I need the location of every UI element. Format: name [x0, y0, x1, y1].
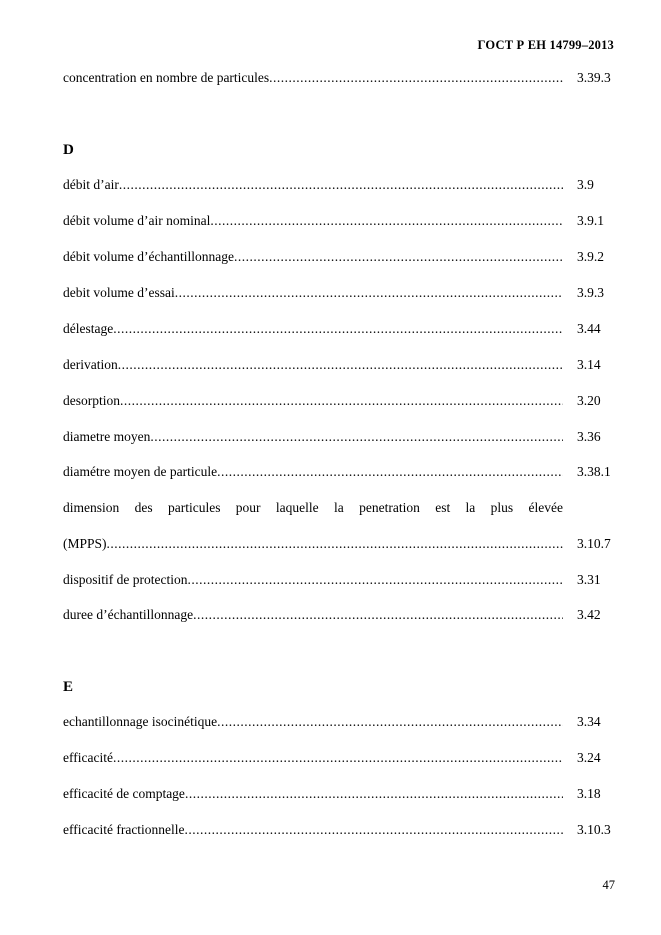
index-entry	[63, 70, 615, 90]
entry-ref: 3.34	[577, 714, 601, 729]
entry-ref: 3.9.1	[577, 213, 604, 228]
leader-dots	[113, 321, 563, 337]
entry-term: duree d’échantillonnage	[63, 607, 194, 622]
leader-dots	[185, 786, 563, 802]
leader-dots	[269, 70, 563, 86]
entry-ref: 3.9.2	[577, 249, 604, 264]
leader-dots	[217, 714, 563, 730]
entry-term: derivation	[63, 357, 118, 372]
index-entry	[63, 249, 615, 269]
document-id-header: ГОСТ Р ЕН 14799–2013	[477, 38, 614, 52]
leader-dots	[210, 213, 563, 229]
index-entry	[63, 822, 615, 842]
entry-ref: 3.42	[577, 607, 601, 622]
entry-term: débit volume d’échantillonnage	[63, 249, 234, 264]
index-entry	[63, 786, 615, 806]
entry-ref: 3.24	[577, 750, 601, 765]
index-entry	[63, 285, 615, 305]
entry-term: debit volume d’essai	[63, 285, 175, 300]
leader-dots	[119, 177, 563, 193]
entry-term: concentration en nombre de particules	[63, 70, 270, 85]
leader-dots	[217, 464, 563, 480]
index-entry	[63, 607, 615, 627]
leader-dots	[234, 249, 563, 265]
index-entry	[63, 393, 615, 413]
entry-term: efficacité	[63, 750, 113, 765]
leader-dots	[187, 572, 563, 588]
entry-term: débit d’air	[63, 177, 119, 192]
section-letter-d: D	[63, 142, 74, 158]
index-entry	[63, 714, 615, 734]
index-entry	[63, 536, 615, 556]
leader-dots	[175, 285, 563, 301]
leader-dots	[193, 607, 563, 623]
entry-ref: 3.36	[577, 429, 601, 444]
entry-ref: 3.20	[577, 393, 601, 408]
entry-ref: 3.31	[577, 572, 601, 587]
leader-dots	[150, 429, 563, 445]
entry-term: efficacité fractionnelle	[63, 822, 185, 837]
section-letter-e: E	[63, 679, 74, 695]
page-number: 47	[602, 878, 615, 892]
leader-dots	[120, 393, 563, 409]
index-entry	[63, 213, 615, 233]
entry-term: diametre moyen	[63, 429, 151, 444]
entry-term: dispositif de protection	[63, 572, 188, 587]
entry-ref: 3.18	[577, 786, 601, 801]
leader-dots	[113, 750, 563, 766]
long-entry-first-line: dimension des particules pour laquelle la penetration est la plus élevée	[63, 500, 563, 515]
entry-term: echantillonnage isocinétique	[63, 714, 218, 729]
entry-term: débit volume d’air nominal	[63, 213, 211, 228]
index-entry	[63, 464, 615, 484]
entry-term: diamétre moyen de particule	[63, 464, 218, 479]
index-entry	[63, 429, 615, 449]
entry-term: desorption	[63, 393, 120, 408]
entry-ref: 3.38.1	[577, 464, 611, 479]
entry-ref: 3.44	[577, 321, 601, 336]
entry-term: efficacité de comptage	[63, 786, 185, 801]
entry-ref: 3.14	[577, 357, 601, 372]
index-entry	[63, 321, 615, 341]
entry-ref: 3.9	[577, 177, 594, 192]
leader-dots	[118, 357, 563, 373]
entry-term: délestage	[63, 321, 114, 336]
leader-dots	[107, 536, 563, 552]
entry-ref: 3.10.7	[577, 536, 611, 551]
leader-dots	[185, 822, 563, 838]
index-entry	[63, 357, 615, 377]
index-entry	[63, 750, 615, 770]
entry-ref: 3.10.3	[577, 822, 611, 837]
entry-ref: 3.39.3	[577, 70, 611, 85]
entry-ref: 3.9.3	[577, 285, 604, 300]
entry-term: (MPPS)	[63, 536, 107, 551]
index-entry	[63, 572, 615, 592]
index-entry	[63, 177, 615, 197]
